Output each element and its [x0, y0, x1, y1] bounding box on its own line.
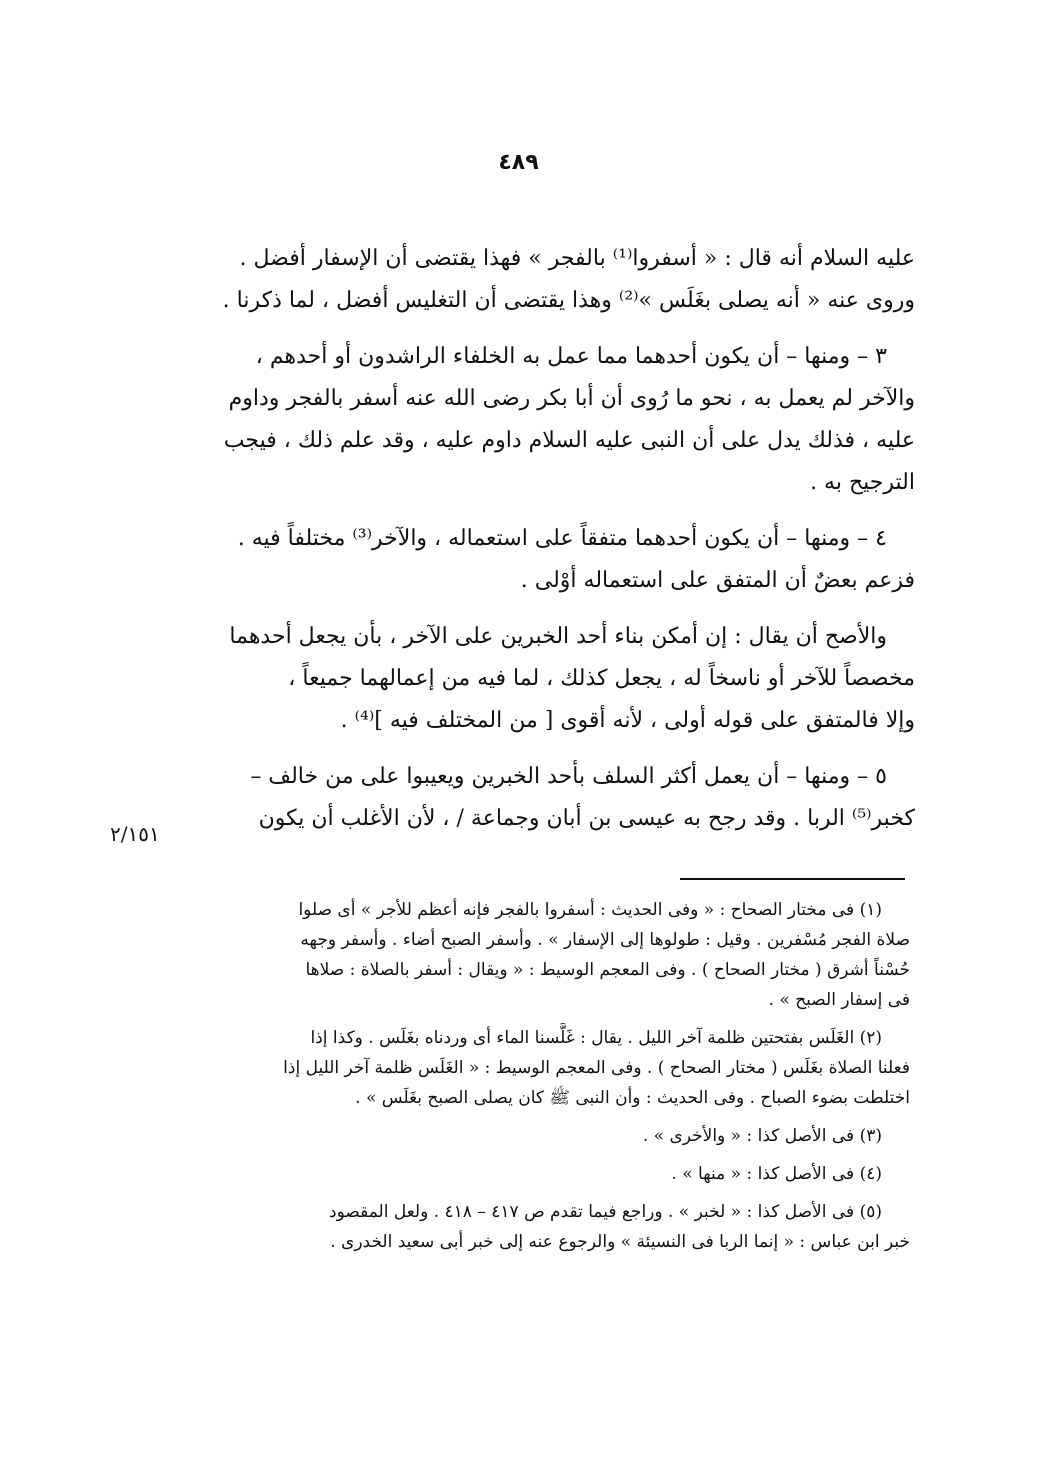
footnotes	[185, 895, 910, 1265]
page-number: ٤٨٩	[498, 150, 539, 175]
text-line: عليه ، فذلك يدل على أن النبى عليه السلام داوم عليه ، وقد علم ذلك ، فيجب	[223, 428, 915, 453]
text-line: ٣ – ومنها – أن يكون أحدهما مما عمل به الخلفاء الراشدون أو أحدهم ،	[255, 344, 887, 369]
footnote-4	[185, 1159, 910, 1189]
footnote-line: (٣) فى الأصل كذا : « والأخرى » .	[642, 1126, 882, 1146]
margin-page-reference: ٢/١٥١	[110, 822, 160, 846]
text-line: ٥ – ومنها – أن يعمل أكثر السلف بأحد الخبرين ويعيبوا على من خالف –	[250, 764, 887, 789]
text-line: والآخر لم يعمل به ، نحو ما رُوى أن أبا بكر رضى الله عنه أسفر بالفجر وداوم	[228, 386, 915, 411]
text-line: ٤ – ومنها – أن يكون أحدهما متفقاً على استعماله ، والآخر⁽³⁾ مختلفاً فيه .	[237, 526, 887, 551]
text-line: وروى عنه « أنه يصلى بغَلَس »⁽²⁾ وهذا يقتضى أن التغليس أفضل ، لما ذكرنا .	[222, 288, 915, 313]
text-line: والأصح أن يقال : إن أمكن بناء أحد الخبرين على الآخر ، بأن يجعل أحدهما	[229, 624, 887, 649]
footnote-line: صلاة الفجر مُسْفرين . وقيل : طولوها إلى الإسفار » . وأسفر الصبح أضاء . وأسفر وجهه	[300, 930, 910, 950]
footnote-line: (١) فى مختار الصحاح : « وفى الحديث : أسفروا بالفجر فإنه أعظم للأجر » أى صلوا	[298, 900, 882, 920]
footnote-line: فعلنا الصلاة بغَلَس ( مختار الصحاح ) . وفى المعجم الوسيط : « الغَلَس ظلمة آخر الليل إذا	[283, 1058, 910, 1078]
footnote-line: فى إسفار الصبح » .	[768, 990, 910, 1010]
footnote-1	[185, 895, 910, 1015]
paragraph-2	[185, 336, 915, 504]
text-line: مخصصاً للآخر أو ناسخاً له ، يجعل كذلك ، لما فيه من إعمالهما جميعاً ،	[288, 666, 915, 691]
footnote-line: حُسْناً أشرق ( مختار الصحاح ) . وفى المعجم الوسيط : « ويقال : أسفر بالصلاة : صلاها	[305, 960, 910, 980]
paragraph-3	[185, 518, 915, 602]
main-text	[185, 238, 915, 854]
text-line: عليه السلام أنه قال : « أسفروا⁽¹⁾ بالفجر » فهذا يقتضى أن الإسفار أفضل .	[239, 246, 915, 271]
text-line: الترجيح به .	[810, 470, 915, 495]
footnote-line: (٤) فى الأصل كذا : « منها » .	[671, 1164, 882, 1184]
footnote-3	[185, 1121, 910, 1151]
paragraph-4	[185, 616, 915, 742]
text-line: كخبر⁽⁵⁾ الربا . وقد رجح به عيسى بن أبان وجماعة / ، لأن الأغلب أن يكون	[258, 806, 915, 831]
footnote-divider	[680, 878, 905, 880]
paragraph-5	[185, 756, 915, 840]
text-line: فزعم بعضٌ أن المتفق على استعماله أوْلى .	[520, 568, 915, 593]
footnote-line: اختلطت بضوء الصباح . وفى الحديث : وأن النبى ﷺ كان يصلى الصبح بغَلَس » .	[355, 1088, 910, 1108]
footnote-line: (٢) الغَلَس بفتحتين ظلمة آخر الليل . يقال : غَلَّسنا الماء أى وردناه بغَلَس . وكذا إذا	[310, 1028, 882, 1048]
footnote-2	[185, 1023, 910, 1113]
paragraph-1	[185, 238, 915, 322]
footnote-line: (٥) فى الأصل كذا : « لخبر » . وراجع فيما تقدم ص ٤١٧ – ٤١٨ . ولعل المقصود	[329, 1202, 882, 1222]
footnote-line: خبر ابن عباس : « إنما الربا فى النسيئة » والرجوع عنه إلى خبر أبى سعيد الخدرى .	[330, 1232, 910, 1252]
footnote-5	[185, 1197, 910, 1257]
text-line: وإلا فالمتفق على قوله أولى ، لأنه أقوى [ من المختلف فيه ]⁽⁴⁾ .	[340, 708, 915, 733]
